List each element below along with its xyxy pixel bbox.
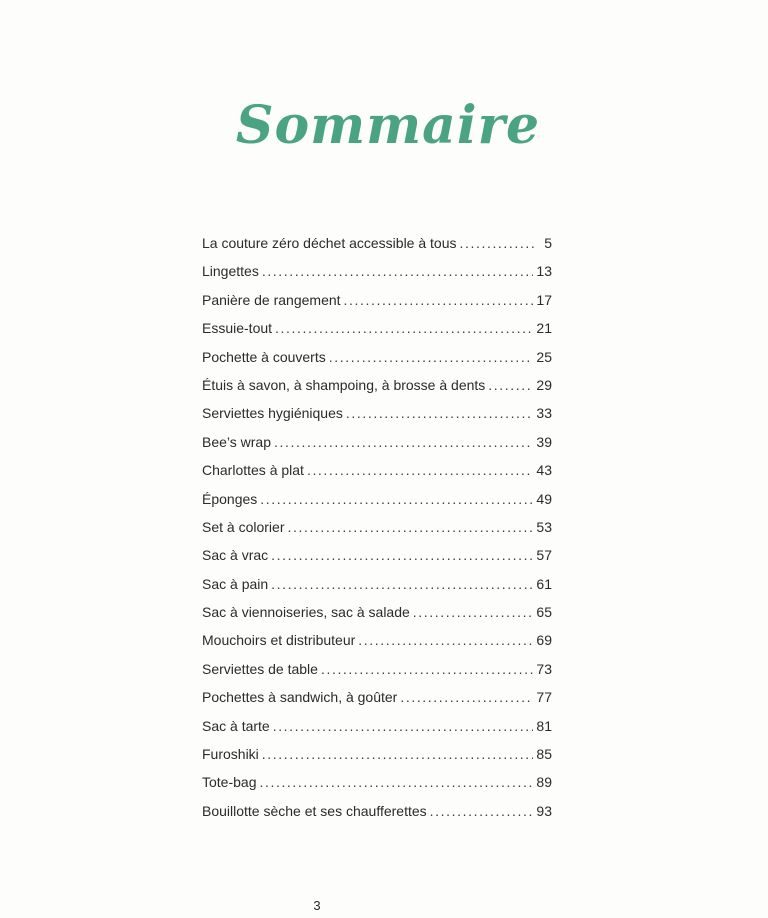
toc-dot-leader	[430, 797, 534, 825]
toc-dot-leader	[460, 229, 538, 257]
toc-entry-page-number: 17	[536, 291, 552, 308]
toc-entry	[202, 541, 552, 569]
toc-dot-leader	[273, 712, 534, 740]
toc-dot-leader	[346, 399, 534, 427]
toc-entry	[202, 371, 552, 399]
toc-entry-page-number: 89	[536, 774, 552, 791]
toc-entry	[202, 797, 552, 825]
toc-entry	[202, 712, 552, 740]
toc-entry	[202, 485, 552, 513]
toc-entry	[202, 257, 552, 285]
toc-entry	[202, 598, 552, 626]
toc-entry-label: Charlottes à plat	[202, 462, 304, 479]
toc-dot-leader	[287, 513, 533, 541]
toc-entry-page-number: 39	[536, 433, 552, 450]
toc-dot-leader	[260, 485, 533, 513]
toc-dot-leader	[271, 570, 533, 598]
toc-entry-label: Éponges	[202, 490, 258, 507]
toc-entry-label: Pochettes à sandwich, à goûter	[202, 689, 398, 706]
toc-entry	[202, 683, 552, 711]
toc-dot-leader	[259, 768, 533, 796]
toc-entry-label: Serviettes hygiéniques	[202, 405, 343, 422]
toc-entry-page-number: 53	[536, 518, 552, 535]
toc-dot-leader	[262, 257, 534, 285]
toc-entry-page-number: 73	[536, 660, 552, 677]
toc-entry-label: Set à colorier	[202, 518, 285, 535]
toc-entry-label: Tote-bag	[202, 774, 257, 791]
toc-dot-leader	[321, 655, 533, 683]
toc-entry	[202, 456, 552, 484]
page-number: 3	[313, 898, 321, 913]
toc-entry	[202, 570, 552, 598]
toc-entry-label: Sac à tarte	[202, 717, 270, 734]
page-title: Sommaire	[235, 94, 541, 156]
toc-entry-page-number: 85	[536, 746, 552, 763]
toc-entry-label: Étuis à savon, à shampoing, à brosse à dents	[202, 376, 486, 393]
toc-entry-label: Sac à pain	[202, 575, 269, 592]
toc-entry	[202, 513, 552, 541]
toc-entry	[202, 626, 552, 654]
toc-entry-page-number: 65	[536, 604, 552, 621]
toc-entry-page-number: 61	[536, 575, 552, 592]
toc-entry-page-number: 25	[536, 348, 552, 365]
toc-entry-page-number: 49	[536, 490, 552, 507]
toc-entry-page-number: 93	[536, 802, 552, 819]
toc-entry-label: Mouchoirs et distributeur	[202, 632, 356, 649]
toc-dot-leader	[488, 371, 533, 399]
toc-entry-page-number: 43	[536, 462, 552, 479]
toc-dot-leader	[275, 314, 533, 342]
toc-entry	[202, 399, 552, 427]
toc-entry	[202, 286, 552, 314]
toc-entry-label: Pochette à couverts	[202, 348, 326, 365]
toc-entry-page-number: 57	[536, 547, 552, 564]
toc-entry-page-number: 5	[544, 235, 552, 251]
toc-entry-label: La couture zéro déchet accessible à tous	[202, 235, 457, 251]
toc-entry-label: Bee’s wrap	[202, 433, 272, 450]
toc-entry-label: Sac à vrac	[202, 547, 269, 564]
toc-entry-label: Serviettes de table	[202, 660, 318, 677]
toc-entry	[202, 314, 552, 342]
toc-entry-label: Essuie-tout	[202, 320, 273, 337]
toc-entry-page-number: 77	[536, 689, 552, 706]
toc-entry	[202, 229, 552, 257]
toc-entry-page-number: 21	[536, 320, 552, 337]
toc-entry-label: Panière de rangement	[202, 291, 341, 308]
toc-dot-leader	[307, 456, 533, 484]
toc-entry	[202, 343, 552, 371]
toc-dot-leader	[413, 598, 534, 626]
toc-entry	[202, 768, 552, 796]
toc-dot-leader	[271, 541, 533, 569]
toc-dot-leader	[400, 683, 533, 711]
toc-dot-leader	[358, 626, 533, 654]
toc-dot-leader	[329, 343, 534, 371]
toc-entry-page-number: 69	[536, 632, 552, 649]
toc-dot-leader	[344, 286, 534, 314]
toc-entry	[202, 655, 552, 683]
toc-entry	[202, 428, 552, 456]
toc-entry-page-number: 29	[536, 376, 552, 393]
toc-entry-page-number: 13	[536, 263, 552, 280]
toc-entry	[202, 740, 552, 768]
toc-entry-label: Bouillotte sèche et ses chaufferettes	[202, 802, 427, 819]
toc-entry-label: Lingettes	[202, 263, 259, 280]
toc-entry-label: Furoshiki	[202, 746, 259, 763]
table-of-contents	[202, 229, 552, 825]
toc-entry-page-number: 33	[536, 405, 552, 422]
toc-entry-label: Sac à viennoiseries, sac à salade	[202, 604, 410, 621]
toc-dot-leader	[262, 740, 534, 768]
toc-entry-page-number: 81	[536, 717, 552, 734]
toc-dot-leader	[274, 428, 533, 456]
